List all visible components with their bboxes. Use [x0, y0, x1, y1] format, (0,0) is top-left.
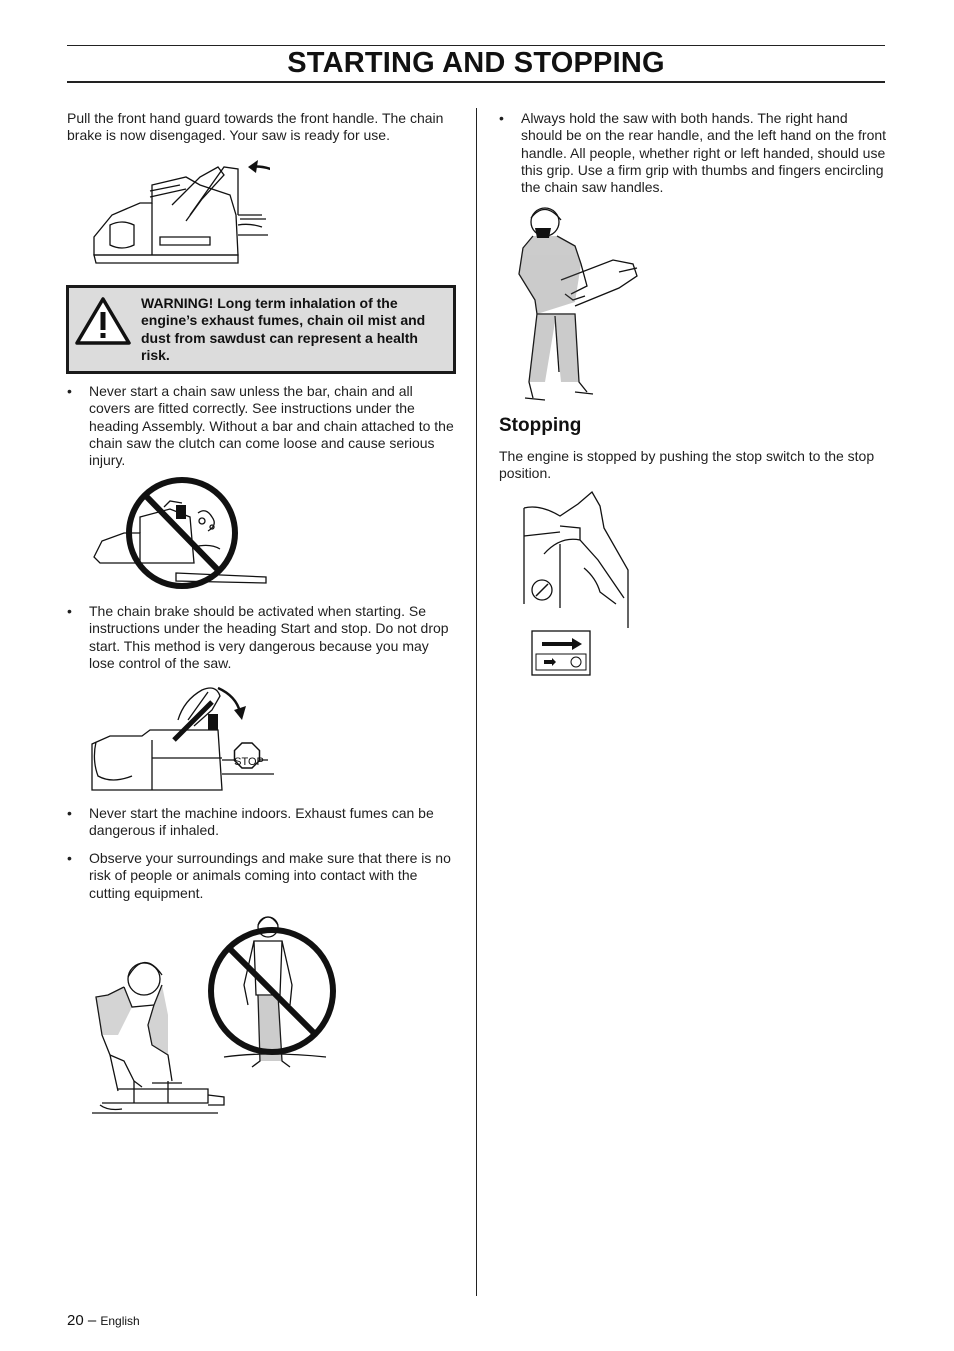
page-footer: 20 – English	[67, 1312, 140, 1329]
footer-language: English	[100, 1314, 140, 1328]
list-item	[67, 850, 459, 904]
chain-brake-stop-illustration	[88, 680, 278, 794]
list-item-text: Never start a chain saw unless the bar, chain and all covers are fitted correctly. See instructions under the heading Assembly. Without a bar and chain attached to the chain saw the clutch can come loose and cause serious injury.	[89, 383, 454, 469]
warning-triangle-icon	[74, 296, 132, 346]
bullet-icon: •	[67, 805, 72, 821]
page-title: STARTING AND STOPPING	[287, 47, 665, 79]
warning-text: WARNING! Long term inhalation of the engine’s exhaust fumes, chain oil mist and dust from sawdust can represent a health risk.	[141, 295, 426, 363]
bullet-icon: •	[67, 850, 72, 866]
list-item	[67, 383, 459, 473]
stopping-paragraph: The engine is stopped by pushing the stop switch to the stop position.	[499, 448, 875, 482]
two-hand-grip-illustration	[515, 202, 643, 402]
bullet-icon: •	[67, 603, 72, 619]
stop-sign-label: STOP	[234, 756, 264, 768]
warning-box	[66, 285, 456, 374]
list-item	[67, 603, 459, 675]
list-item-text: Always hold the saw with both hands. The right hand should be on the rear handle, and the left hand on the front handle. All people, whether right or left handed, should use this grip. Use a firm grip with thumbs and fingers encircling the chain saw handles.	[521, 110, 887, 196]
column-divider	[476, 108, 477, 1296]
list-item	[67, 805, 459, 841]
bullet-icon: •	[67, 383, 72, 399]
list-item-text: Never start the machine indoors. Exhaust fumes can be dangerous if inhaled.	[89, 805, 434, 839]
chainsaw-handguard-illustration	[90, 155, 270, 267]
stopping-heading: Stopping	[499, 415, 582, 436]
list-item-text: The chain brake should be activated when starting. Se instructions under the heading Start and stop. Do not drop start. This method is very dangerous because you may lose control of the saw.	[89, 603, 449, 671]
page-number: 20	[67, 1312, 84, 1329]
list-item	[499, 110, 887, 200]
no-bar-prohibited-illustration	[90, 477, 270, 591]
stop-switch-illustration	[520, 488, 632, 680]
bystander-prohibited-illustration	[88, 905, 343, 1117]
list-item-text: Observe your surroundings and make sure that there is no risk of people or animals coming into contact with the cutting equipment.	[89, 850, 451, 901]
intro-paragraph: Pull the front hand guard towards the front handle. The chain brake is now disengaged. Your saw is ready for use.	[67, 110, 444, 144]
header-bottom-rule	[67, 81, 885, 83]
bullet-icon: •	[499, 110, 504, 126]
